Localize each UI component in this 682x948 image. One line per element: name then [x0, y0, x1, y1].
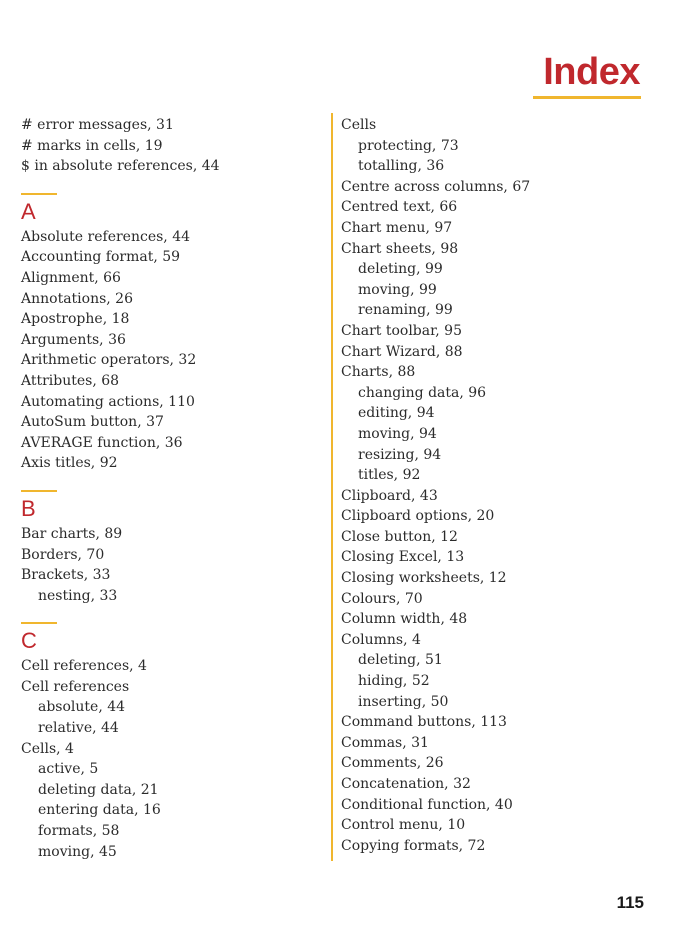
- section-rule: [21, 490, 57, 492]
- index-entry: Arguments, 36: [21, 331, 126, 348]
- column-divider: [331, 113, 333, 861]
- index-entry: Columns, 4: [341, 631, 421, 648]
- index-entry: Annotations, 26: [21, 290, 133, 307]
- index-subentry: titles, 92: [358, 467, 421, 484]
- section-letter: B: [21, 495, 36, 521]
- index-subentry: protecting, 73: [358, 137, 459, 154]
- index-subentry: absolute, 44: [38, 699, 126, 716]
- index-column-right: [341, 115, 661, 856]
- index-entry: Charts, 88: [341, 364, 416, 381]
- index-entry: Centred text, 66: [341, 199, 458, 216]
- index-entry: Closing Excel, 13: [341, 549, 465, 566]
- index-entry: Cells, 4: [21, 740, 74, 757]
- index-subentry: deleting, 51: [358, 652, 443, 669]
- index-entry: Chart menu, 97: [341, 219, 453, 236]
- index-subentry: active, 5: [38, 761, 99, 778]
- index-subentry: moving, 99: [358, 281, 437, 298]
- index-subentry: deleting data, 21: [38, 781, 159, 798]
- index-entry: Automating actions, 110: [21, 393, 195, 410]
- index-subentry: formats, 58: [38, 823, 120, 840]
- index-entry: Commas, 31: [341, 734, 429, 751]
- index-entry: # error messages, 31: [21, 117, 174, 133]
- index-column-left: [21, 115, 321, 878]
- index-subentry: resizing, 94: [358, 446, 442, 463]
- index-subentry: changing data, 96: [358, 384, 487, 401]
- index-entry: Chart Wizard, 88: [341, 343, 463, 360]
- symbol-entries: [21, 115, 321, 177]
- index-entry: Axis titles, 92: [21, 455, 118, 472]
- index-entry: Alignment, 66: [21, 269, 121, 286]
- index-entry: Clipboard, 43: [341, 487, 438, 504]
- index-subentry: entering data, 16: [38, 802, 161, 819]
- section-letter: A: [21, 198, 36, 224]
- index-entry: Chart sheets, 98: [341, 240, 459, 257]
- index-entry: Cell references: [21, 678, 130, 695]
- index-entry: Control menu, 10: [341, 817, 466, 834]
- section-rule: [21, 193, 57, 195]
- index-entry: AVERAGE function, 36: [21, 434, 183, 451]
- index-entry: Copying formats, 72: [341, 837, 486, 854]
- index-subentry: deleting, 99: [358, 261, 443, 278]
- index-entry: Column width, 48: [341, 611, 468, 628]
- index-subentry: moving, 45: [38, 843, 117, 860]
- index-subentry: editing, 94: [358, 405, 435, 422]
- index-subentry: renaming, 99: [358, 302, 453, 319]
- index-subentry: inserting, 50: [358, 693, 449, 710]
- index-entry: Brackets, 33: [21, 567, 111, 584]
- section-rule: [21, 622, 57, 624]
- index-entry: $ in absolute references, 44: [21, 158, 220, 175]
- index-entry: Concatenation, 32: [341, 776, 471, 792]
- index-entry: Bar charts, 89: [21, 525, 123, 542]
- index-subentry: moving, 94: [358, 425, 437, 442]
- page-number: 115: [616, 893, 644, 912]
- index-entry: Accounting format, 59: [21, 249, 181, 266]
- index-entry: Cell references, 4: [21, 658, 147, 675]
- index-entry: Close button, 12: [341, 528, 458, 545]
- index-entry: # marks in cells, 19: [21, 137, 163, 154]
- index-entry: Closing worksheets, 12: [341, 570, 507, 587]
- index-subentry: nesting, 33: [38, 587, 118, 604]
- index-entry: Colours, 70: [341, 590, 423, 607]
- index-subentry: totalling, 36: [358, 158, 445, 175]
- page-title: Index: [543, 51, 640, 93]
- index-subentry: hiding, 52: [358, 673, 430, 690]
- index-entry: Absolute references, 44: [21, 228, 191, 245]
- index-entry: Attributes, 68: [21, 372, 120, 389]
- index-subentry: relative, 44: [38, 720, 119, 737]
- index-entry: Centre across columns, 67: [341, 178, 531, 195]
- index-entry: Command buttons, 113: [341, 714, 507, 731]
- section-c: [21, 622, 321, 862]
- index-entry: Cells: [341, 117, 377, 133]
- section-b: [21, 490, 321, 606]
- section-letter: C: [21, 628, 37, 654]
- index-entry: Clipboard options, 20: [341, 508, 495, 525]
- index-entry: Chart toolbar, 95: [341, 322, 462, 339]
- index-entry: Conditional function, 40: [341, 796, 513, 813]
- letter-sections: [21, 193, 321, 862]
- index-entry: Comments, 26: [341, 755, 444, 772]
- section-a: [21, 193, 321, 474]
- index-entry: Apostrophe, 18: [21, 311, 130, 328]
- index-entry: Borders, 70: [21, 546, 105, 563]
- index-entry: Arithmetic operators, 32: [21, 352, 197, 369]
- title-underline: [533, 96, 641, 99]
- index-entry: AutoSum button, 37: [21, 414, 164, 431]
